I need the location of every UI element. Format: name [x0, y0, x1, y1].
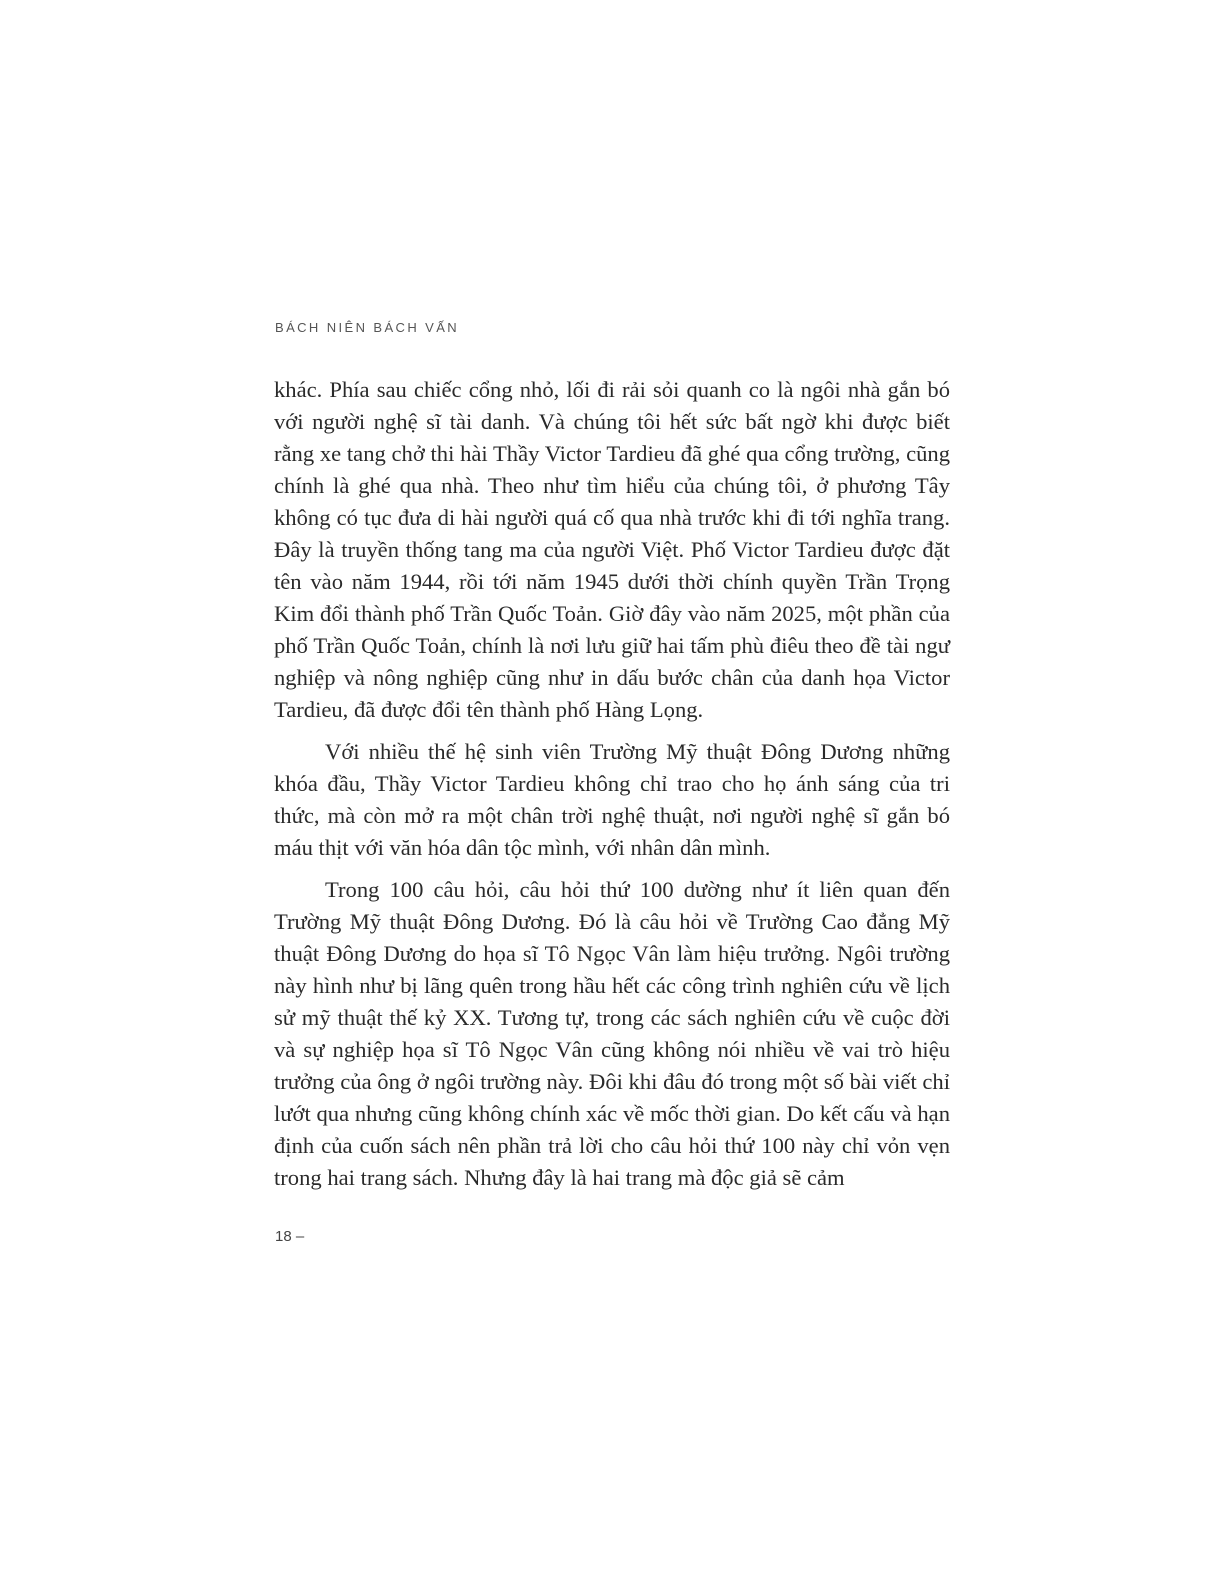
- paragraph: Với nhiều thế hệ sinh viên Trường Mỹ thuật Đông Dương những khóa đầu, Thầy Victor Tardieu không chỉ trao cho họ ánh sáng của tri thức, mà còn mở ra một chân trời nghệ thuật, nơi người nghệ sĩ gắn bó máu thịt với văn hóa dân tộc mình, với nhân dân mình.: [274, 739, 950, 860]
- page-number: 18 –: [275, 1228, 305, 1245]
- running-head: BÁCH NIÊN BÁCH VẤN: [275, 320, 460, 335]
- body-text: [274, 374, 950, 1194]
- paragraph: Trong 100 câu hỏi, câu hỏi thứ 100 dường như ít liên quan đến Trường Mỹ thuật Đông Dương. Đó là câu hỏi về Trường Cao đẳng Mỹ thuật Đông Dương do họa sĩ Tô Ngọc Vân làm hiệu trưởng. Ngôi trường này hình như bị lãng quên trong hầu hết các công trình nghiên cứu về lịch sử mỹ thuật thế kỷ XX. Tương tự, trong các sách nghiên cứu về cuộc đời và sự nghiệp họa sĩ Tô Ngọc Vân cũng không nói nhiều về vai trò hiệu trưởng của ông ở ngôi trường này. Đôi khi đâu đó trong một số bài viết chỉ lướt qua nhưng cũng không chính xác về mốc thời gian. Do kết cấu và hạn định của cuốn sách nên phần trả lời cho câu hỏi thứ 100 này chỉ vỏn vẹn trong hai trang sách. Nhưng đây là hai trang mà độc giả sẽ cảm: [274, 877, 950, 1190]
- paragraph-continued: khác. Phía sau chiếc cổng nhỏ, lối đi rải sỏi quanh co là ngôi nhà gắn bó với người nghệ sĩ tài danh. Và chúng tôi hết sức bất ngờ khi được biết rằng xe tang chở thi hài Thầy Victor Tardieu đã ghé qua cổng trường, cũng chính là ghé qua nhà. Theo như tìm hiểu của chúng tôi, ở phương Tây không có tục đưa di hài người quá cố qua nhà trước khi đi tới nghĩa trang. Đây là truyền thống tang ma của người Việt. Phố Victor Tardieu được đặt tên vào năm 1944, rồi tới năm 1945 dưới thời chính quyền Trần Trọng Kim đổi thành phố Trần Quốc Toản. Giờ đây vào năm 2025, một phần của phố Trần Quốc Toản, chính là nơi lưu giữ hai tấm phù điêu theo đề tài ngư nghiệp và nông nghiệp cũng như in dấu bước chân của danh họa Victor Tardieu, đã được đổi tên thành phố Hàng Lọng.: [274, 377, 950, 722]
